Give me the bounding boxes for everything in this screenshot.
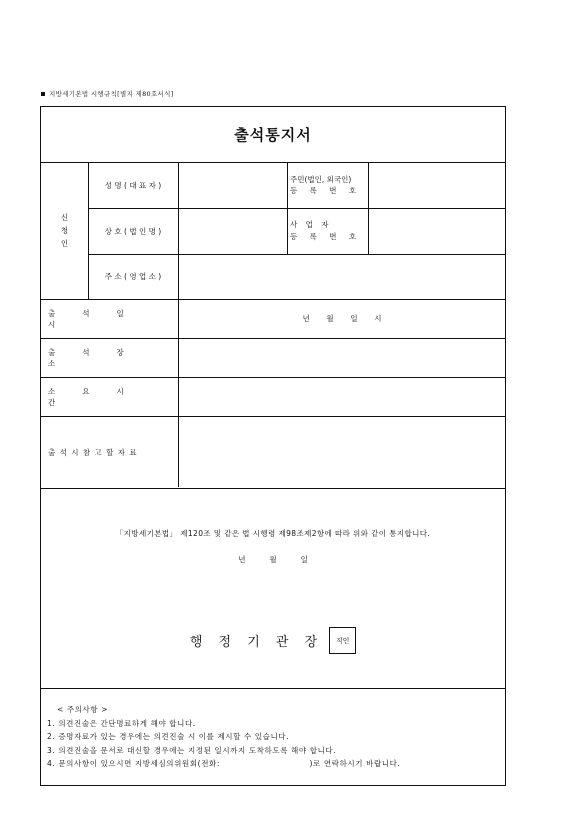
reference-field[interactable]: [178, 416, 506, 488]
resident-no-field[interactable]: [368, 162, 506, 208]
company-label: 상 호 ( 법 인 명 ): [104, 226, 162, 236]
company-field[interactable]: [178, 208, 287, 254]
form-reference-text: 지방세기본법 시행규칙[별지 제80호서식]: [49, 90, 174, 98]
note-item: 3. 의견진술을 문서로 대신할 경우에는 지정된 일시까지 도착하도록 해야 합니다.: [47, 745, 337, 755]
name-label: 성 명 ( 대 표 자 ): [104, 180, 162, 190]
applicant-char: 청: [60, 226, 69, 235]
applicant-char: 신: [60, 213, 69, 222]
statement-text: 「지방세기본법」 제120조 및 같은 법 시행령 제98조제2항에 따라 위와 같이 통지합니다.: [115, 529, 431, 538]
form-reference: [41, 89, 174, 98]
attend-date-field[interactable]: 년 월 일 시: [302, 314, 382, 323]
resident-no-label-line1: 주민(법인, 외국인): [290, 175, 352, 184]
applicant-char: 인: [60, 239, 69, 248]
office-signature: [41, 627, 505, 654]
address-label: 주 소 ( 영 업 소 ): [104, 272, 162, 281]
biz-no-field[interactable]: [368, 208, 506, 254]
note-item: 1. 의견진술은 간단명료하게 해야 합니다.: [47, 718, 196, 728]
duration-label: 소요시간: [48, 386, 151, 407]
biz-no-label: [287, 208, 368, 254]
attend-place-label: 출석장소: [48, 347, 151, 368]
note-item: 4. 문의사항이 있으시면 지방세심의위원회(전화: )로 연락하시기 바랍니다.: [47, 759, 401, 769]
seal-box: 직인: [329, 627, 356, 654]
notice-form: [40, 106, 506, 786]
biz-no-label-line1: 사 업 자: [290, 220, 332, 229]
date-line: 년 월 일: [238, 555, 308, 564]
divider: [41, 488, 506, 489]
divider: [41, 688, 506, 689]
attend-place-field[interactable]: [178, 338, 506, 377]
name-field[interactable]: [178, 162, 287, 208]
resident-no-label-line2: 등 록 번 호: [290, 186, 362, 195]
form-title: 출석통지서: [41, 107, 505, 163]
notes-heading: < 주의사항 >: [57, 705, 109, 714]
reference-label: 출 석 시 참 고 할 자 료: [48, 447, 138, 457]
biz-no-label-line2: 등 록 번 호: [290, 232, 362, 241]
office-name: 행 정 기 관 장: [189, 635, 324, 650]
notes-section: [47, 703, 400, 771]
resident-no-label: [287, 162, 368, 208]
note-item: 2. 증명자료가 있는 경우에는 의견진술 시 이를 제시할 수 있습니다.: [47, 732, 290, 742]
attend-date-label: 출석일시: [48, 308, 151, 329]
duration-field[interactable]: [178, 377, 506, 416]
square-bullet-icon: [41, 92, 45, 96]
applicant-label: [41, 162, 88, 299]
address-field[interactable]: [178, 254, 506, 299]
